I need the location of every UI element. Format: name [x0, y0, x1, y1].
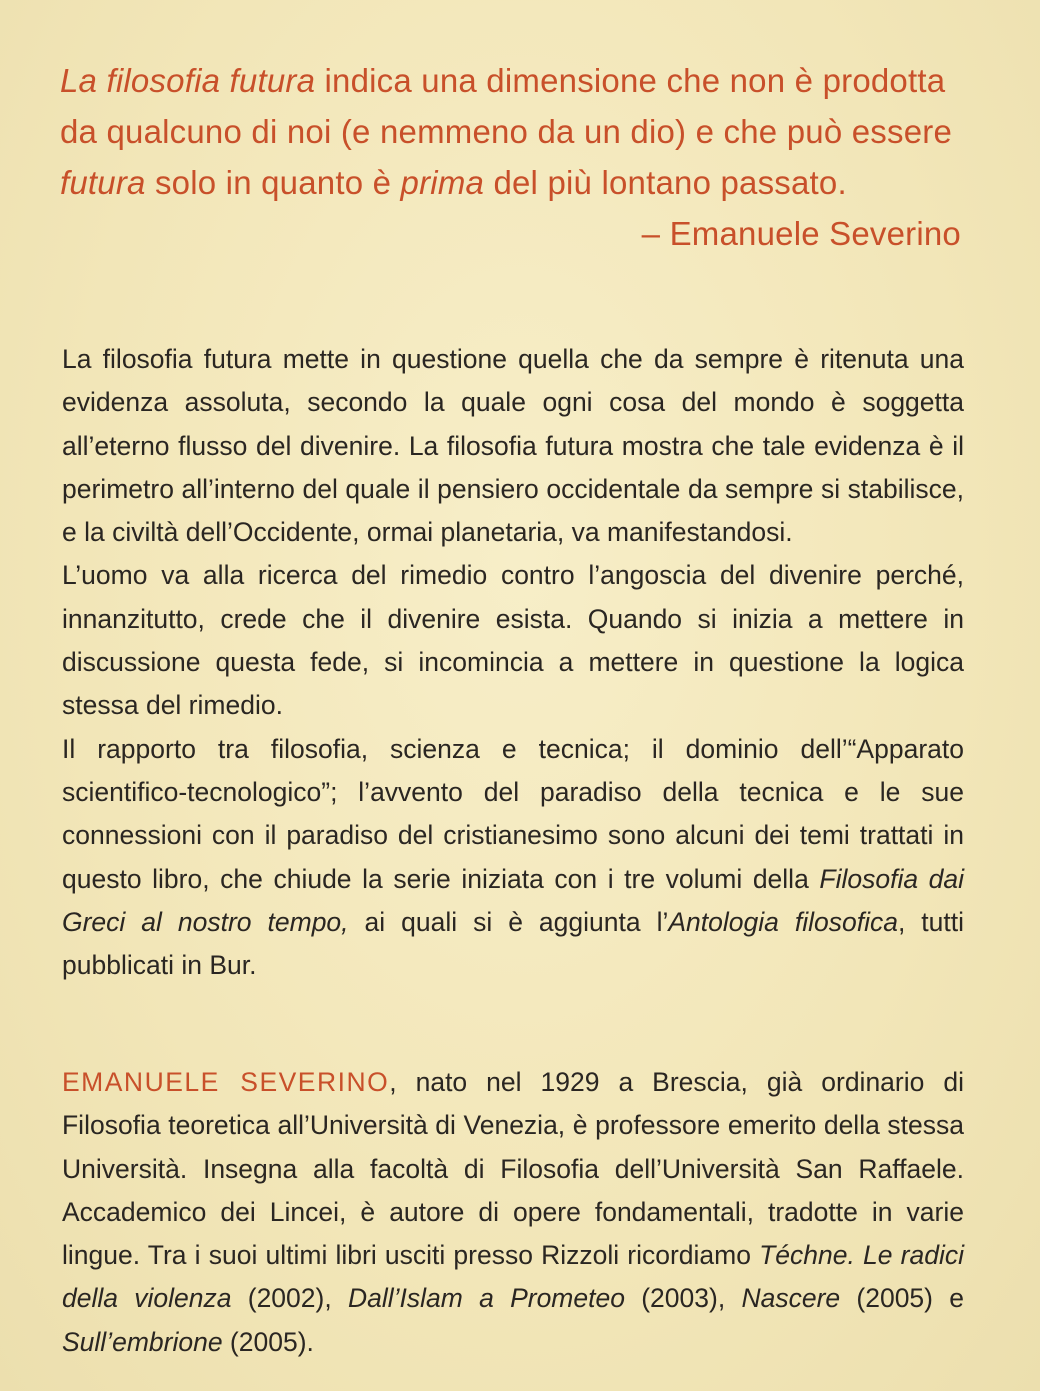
book-title-embrione: Sull’embrione — [62, 1326, 223, 1357]
quote-title: La filosofia futura — [60, 62, 316, 99]
author-bio — [62, 1061, 964, 1364]
book-title-filosofia: Filosofia dai Greci al nostro tempo, — [62, 863, 965, 937]
synopsis-paragraph-1: La filosofia futura mette in questione quella che da sempre è ritenuta una evidenza assoluta, secondo la quale ogni cosa del mondo è soggetta all’eterno flusso del divenire. La filosofia futura mostra che tale evidenza è il perimetro all’interno del quale il pensiero occidentale da sempre si stabilisce, e la civiltà dell’Occidente, ormai planetaria, va manifestandosi. — [62, 344, 964, 548]
quote-attribution: – Emanuele Severino — [641, 215, 961, 252]
author-name: EMANUELE SEVERINO — [62, 1067, 390, 1097]
author-bio-text: EMANUELE SEVERINO, nato nel 1929 a Brescia, già ordinario di Filosofia teoretica all’Università di Venezia, è professore emerito della stessa Università. Insegna alla facoltà di Filosofia dell’Università San Raffaele. Accademico dei Lincei, è autore di opere fondamentali, tradotte in varie lingue. Tra i suoi ultimi libri usciti presso Rizzoli ricordiamo Téchne. Le radici della violenza (2002), Dall’Islam a Prometeo (2003), Nascere (2005) e Sull’embrione (2005). — [62, 1067, 964, 1357]
synopsis-paragraph-2: L’uomo va alla ricerca del rimedio contro l’angoscia del divenire perché, innanzitutto, crede che il divenire esista. Quando si inizia a mettere in discussione questa fede, si incomincia a mettere in questione la logica stessa del rimedio. — [62, 560, 964, 721]
quote-text: La filosofia futura indica una dimensione che non è prodotta da qualcuno di noi (e nemmeno da un dio) e che può essere futura solo in quanto è prima del più lontano passato. — [60, 62, 952, 201]
book-title-techne: Téchne. Le radici della violenza — [62, 1240, 964, 1314]
synopsis-paragraph-3: Il rapporto tra filosofia, scienza e tecnica; il dominio dell’“Apparato scientifico-tecnologico”; l’avvento del paradiso della tecnica e le sue connessioni con il paradiso del cristianesimo sono alcuni dei temi trattati in questo libro, che chiude la serie iniziata con i tre volumi della Filosofia dai Greci al nostro tempo, ai quali si è aggiunta l’Antologia filosofica, tutti pubblicati in Bur. — [62, 733, 965, 981]
book-title-nascere: Nascere — [741, 1283, 841, 1314]
book-title-antologia: Antologia filosofica — [668, 906, 898, 937]
book-synopsis — [62, 338, 964, 987]
epigraph-quote — [60, 55, 965, 259]
book-title-islam: Dall’Islam a Prometeo — [347, 1283, 625, 1314]
